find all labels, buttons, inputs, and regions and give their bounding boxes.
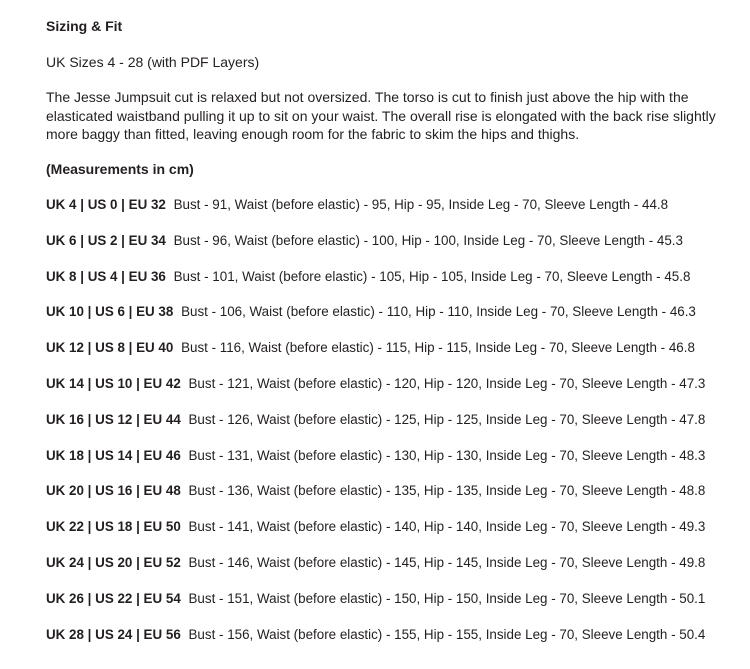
size-code: UK 12 | US 8 | EU 40 xyxy=(46,340,174,356)
size-code: UK 14 | US 10 | EU 42 xyxy=(46,375,181,391)
size-measurements: Bust - 156, Waist (before elastic) - 155, Hip - 155, Inside Leg - 70, Sleeve Length - 50.4 xyxy=(188,626,706,642)
size-code: UK 8 | US 4 | EU 36 xyxy=(46,268,166,284)
size-row xyxy=(46,195,746,231)
size-measurements: Bust - 91, Waist (before elastic) - 95, Hip - 95, Inside Leg - 70, Sleeve Length - 44.8 xyxy=(173,197,669,212)
fit-description: The Jesse Jumpsuit cut is relaxed but not oversized. The torso is cut to finish just above the hip with the elasticated waistband pulling it up to sit on your waist. The overall rise is elongated with the back rise slightly more baggy than fitted, leaving enough room for the fabric to skim the hips and thighs. xyxy=(46,89,716,142)
size-measurements: Bust - 101, Waist (before elastic) - 105, Hip - 105, Inside Leg - 70, Sleeve Length - 45.8 xyxy=(173,268,691,284)
size-code: UK 10 | US 6 | EU 38 xyxy=(46,304,174,320)
size-code: UK 6 | US 2 | EU 34 xyxy=(46,232,166,248)
section-heading: Sizing & Fit xyxy=(46,18,123,34)
sizes-range-text: UK Sizes 4 - 28 (with PDF Layers) xyxy=(46,54,260,70)
size-row xyxy=(46,589,746,625)
size-row xyxy=(46,338,746,374)
size-measurements: Bust - 146, Waist (before elastic) - 145, Hip - 145, Inside Leg - 70, Sleeve Length - 49.8 xyxy=(188,554,706,570)
size-measurements: Bust - 106, Waist (before elastic) - 110, Hip - 110, Inside Leg - 70, Sleeve Length - 46.3 xyxy=(181,304,696,320)
size-measurements: Bust - 151, Waist (before elastic) - 150, Hip - 150, Inside Leg - 70, Sleeve Length - 50.1 xyxy=(188,590,706,606)
size-measurements: Bust - 121, Waist (before elastic) - 120, Hip - 120, Inside Leg - 70, Sleeve Length - 47.3 xyxy=(188,375,706,391)
measurements-label: (Measurements in cm) xyxy=(46,161,194,177)
size-code: UK 28 | US 24 | EU 56 xyxy=(46,626,181,642)
size-code: UK 24 | US 20 | EU 52 xyxy=(46,554,181,570)
size-row xyxy=(46,625,746,661)
size-row xyxy=(46,446,746,482)
size-row xyxy=(46,267,746,303)
size-measurements: Bust - 141, Waist (before elastic) - 140, Hip - 140, Inside Leg - 70, Sleeve Length - 49.3 xyxy=(188,519,706,535)
size-measurements: Bust - 131, Waist (before elastic) - 130, Hip - 130, Inside Leg - 70, Sleeve Length - 48.3 xyxy=(188,447,706,463)
size-measurements: Bust - 126, Waist (before elastic) - 125, Hip - 125, Inside Leg - 70, Sleeve Length - 47.8 xyxy=(188,411,706,427)
size-row xyxy=(46,481,746,517)
size-row xyxy=(46,302,746,338)
size-list xyxy=(46,195,746,660)
size-row xyxy=(46,553,746,589)
size-measurements: Bust - 136, Waist (before elastic) - 135, Hip - 135, Inside Leg - 70, Sleeve Length - 48.8 xyxy=(188,483,706,499)
size-code: UK 4 | US 0 | EU 32 xyxy=(46,197,166,212)
size-code: UK 22 | US 18 | EU 50 xyxy=(46,519,181,535)
size-row xyxy=(46,231,746,267)
size-measurements: Bust - 96, Waist (before elastic) - 100, Hip - 100, Inside Leg - 70, Sleeve Length - 45.3 xyxy=(173,232,683,248)
size-row xyxy=(46,410,746,446)
size-row xyxy=(46,517,746,553)
size-code: UK 18 | US 14 | EU 46 xyxy=(46,447,181,463)
size-code: UK 20 | US 16 | EU 48 xyxy=(46,483,181,499)
size-code: UK 26 | US 22 | EU 54 xyxy=(46,590,181,606)
size-row xyxy=(46,374,746,410)
size-measurements: Bust - 116, Waist (before elastic) - 115, Hip - 115, Inside Leg - 70, Sleeve Length - 46.8 xyxy=(181,340,695,356)
size-code: UK 16 | US 12 | EU 44 xyxy=(46,411,181,427)
